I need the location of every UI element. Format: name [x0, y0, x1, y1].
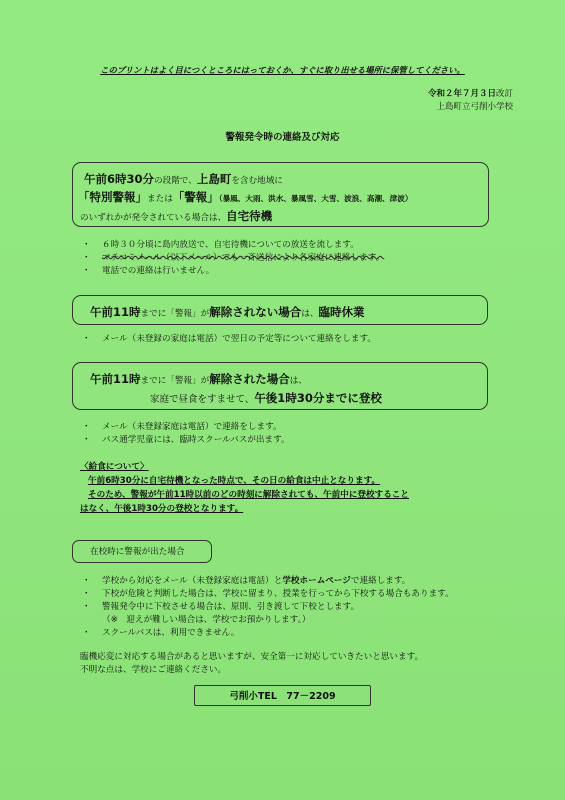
closing-line2: 不明な点は、学校にご連絡ください。	[80, 665, 227, 675]
not-lifted: 解除されない場合	[209, 305, 302, 319]
warning: 「警報」	[172, 190, 219, 204]
box1-line2	[78, 186, 412, 205]
text: を含む地域に	[231, 176, 283, 186]
revision-suffix: 改訂	[495, 89, 513, 99]
text: メール（未登録の家庭は電話）で翌日の予定等について連絡をします。	[102, 334, 376, 344]
list-item	[82, 433, 290, 445]
text: のいずれかが発令されている場合は、	[80, 213, 227, 223]
revision-date: 令和２年７月３日	[427, 89, 496, 99]
bullet: ・	[82, 589, 91, 599]
list-item	[82, 587, 454, 599]
lunch-line3: はなく、午後1時30分の登校となります。	[80, 504, 244, 514]
temporary-closure: 臨時休業	[318, 305, 365, 319]
text: （※ 迎えが難しい場合は、学校でお預かりします。）	[102, 615, 311, 625]
time-1100: 午前11時	[90, 372, 141, 386]
text: 家庭で昼食をすませて、	[150, 394, 255, 405]
text: は、	[301, 309, 319, 319]
bullet: ・	[82, 334, 91, 344]
list-item	[82, 420, 282, 432]
text: または	[147, 194, 173, 204]
text: 下校が危険と判断した場合は、学校に留まり、授業を行ってから下校する場合もあります。	[102, 589, 454, 599]
warning-types: （暴風、大雨、洪水、暴風雪、大雪、波浪、高潮、津波）	[218, 194, 413, 203]
at-school-label: 在校時に警報が出た場合	[90, 547, 185, 557]
list-item-note	[102, 613, 310, 625]
text: 警報発令中に下校させる場合は、原則、引き渡して下校とします。	[102, 602, 360, 612]
lunch-title: 〈給食について〉	[80, 462, 149, 472]
bullet: ・	[82, 435, 91, 445]
text: の段階で、	[154, 176, 197, 186]
top-note: このプリントはよく目につくところにはっておくか、すぐに取り出せる場所に保管してください。	[100, 65, 465, 75]
bullet: ・	[82, 422, 91, 432]
school-homepage: 学校ホームページ	[282, 576, 351, 586]
text: は、	[289, 376, 307, 386]
lifted: 解除された場合	[209, 372, 290, 386]
attend-1330: 午後1時30分までに登校	[254, 391, 382, 405]
text: までに「警報」が	[140, 309, 210, 319]
lunch-line2: そのため、警報が午前11時以前のどの時刻に解除されても、午前中に登校すること	[88, 490, 409, 500]
list-item	[82, 332, 376, 344]
bullet: ・	[82, 240, 91, 250]
text: バス通学児童には、臨時スクールバスが出ます。	[102, 435, 290, 445]
list-item	[82, 238, 359, 250]
special-warning: 「特別警報」	[78, 190, 147, 204]
bullet: ・	[82, 628, 91, 638]
box3-line1	[90, 368, 307, 387]
time-0630: 午前6時30分	[84, 172, 155, 186]
text: ６時３０分頃に島内放送で、自宅待機についての放送を流します。	[102, 240, 359, 250]
text: スクールバスは、利用できません。	[102, 628, 240, 638]
list-item	[82, 574, 410, 586]
list-item	[82, 251, 384, 263]
text: メール（未登録家庭は電話）で連絡をします。	[102, 422, 282, 432]
box3-line2	[150, 387, 382, 406]
bullet: ・	[82, 253, 91, 263]
struck-text: マチコミメール（以下メール）でも一斉送信により各家庭に連絡します。	[102, 253, 385, 263]
bullet: ・	[82, 602, 91, 612]
revision-block	[428, 88, 513, 114]
lunch-line1: 午前6時30分に自宅待機となった時点で、その日の給食は中止となります。	[88, 476, 381, 486]
home-standby: 自宅待機	[226, 209, 273, 223]
text: 電話での連絡は行いません。	[102, 266, 215, 276]
box2-line	[90, 301, 364, 320]
bullet: ・	[82, 576, 91, 586]
list-item	[82, 626, 239, 638]
text: で連絡します。	[350, 576, 411, 586]
text: 学校から対応をメール（未登録家庭は電話）と	[102, 576, 283, 586]
text: までに「警報」が	[140, 376, 210, 386]
school-phone: 弓削小TEL 77－2209	[229, 691, 336, 702]
closing-line1: 臨機応変に対応する場合があると思いますが、安全第一に対応していきたいと思います。	[80, 652, 424, 662]
list-item	[82, 264, 214, 276]
box1-line3	[80, 205, 272, 224]
list-item	[82, 600, 359, 612]
school-name: 上島町立弓削小学校	[436, 102, 513, 112]
bullet: ・	[82, 266, 91, 276]
town-name: 上島町	[196, 172, 232, 186]
box1-line1	[84, 168, 283, 187]
time-1100: 午前11時	[90, 305, 141, 319]
page-title: 警報発令時の連絡及び対応	[225, 132, 340, 143]
